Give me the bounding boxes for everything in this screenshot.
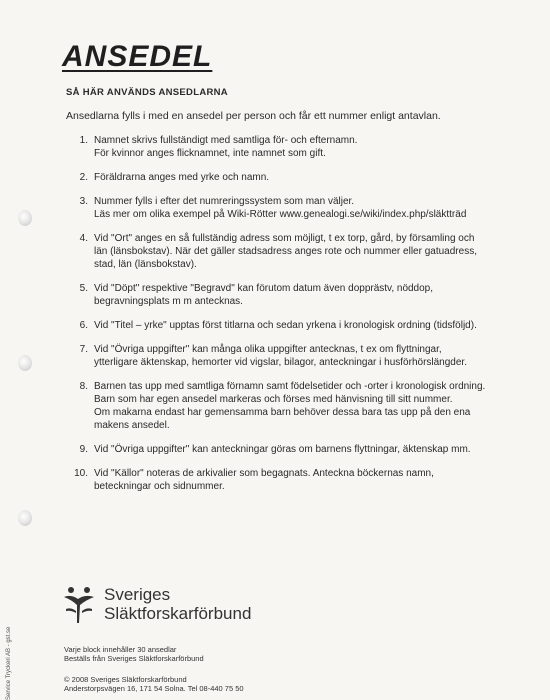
item-text: Vid "Titel – yrke" upptas först titlarna och sedan yrkena i kronologisk ordning (tidsföljd). — [94, 320, 477, 331]
footer-line: Beställs från Sveriges Släktforskarförbund — [64, 654, 204, 663]
item-number: 4. — [79, 233, 88, 244]
item-text: Vid "Döpt" respektive "Begravd" kan förutom datum även dopprästv, nöddop, begravningsplats m m antecknas. — [94, 283, 434, 307]
section-subtitle: SÅ HÄR ANVÄNDS ANSEDLARNA — [66, 87, 228, 98]
item-text: Vid "Ort" anges en så fullständig adress som möjligt, t ex torp, gård, by församling och län (länsbokstav). När det gäller stadsadress anges rote och nummer eller gatuadress, stad, län (länsbokstav). — [94, 233, 477, 270]
footer-copyright — [64, 675, 244, 693]
item-text: Vid "Övriga uppgifter" kan anteckningar göras om barnens flyttningar, äktenskap mm. — [94, 444, 471, 455]
item-number: 9. — [79, 444, 88, 455]
printer-credit: Service Tryckeri AB - gst.se — [6, 626, 12, 700]
footer-order-info — [64, 645, 204, 663]
item-number: 3. — [79, 196, 88, 207]
list-item — [66, 171, 506, 184]
list-item — [66, 195, 506, 221]
list-item — [66, 282, 506, 308]
footer-line: Varje block innehåller 30 ansedlar — [64, 645, 177, 654]
list-item — [66, 134, 506, 160]
binder-hole — [18, 510, 32, 526]
page-title: ANSEDEL — [62, 40, 213, 73]
item-text: Vid "Källor" noteras de arkivalier som begagnats. Anteckna böckernas namn, beteckningar och sidnummer. — [94, 468, 434, 492]
item-number: 2. — [79, 172, 88, 183]
item-text: Vid "Övriga uppgifter" kan många olika uppgifter antecknas, t ex om flyttningar, ytterligare äktenskap, hemorter vid vigslar, bilagor, anteckningar i husförhörslängder. — [94, 344, 467, 368]
logo-line-2: Släktforskarförbund — [104, 604, 252, 623]
list-item — [66, 467, 506, 493]
instruction-list — [66, 134, 506, 504]
item-number: 7. — [79, 344, 88, 355]
binder-hole — [18, 210, 32, 226]
binder-hole — [18, 355, 32, 371]
list-item — [66, 443, 506, 456]
item-number: 10. — [74, 468, 88, 479]
item-number: 5. — [79, 283, 88, 294]
logo-wordmark — [104, 585, 251, 623]
logo-line-1: Sveriges — [104, 585, 171, 604]
item-text: Barnen tas upp med samtliga förnamn samt födelsetider och -orter i kronologisk ordning. Barn som har egen ansedel markeras och förses med hänvisning till sitt nummer. Om makarna endast har gemensamma barn behöver dessa bara tas upp på den ena makens ansedel. — [94, 381, 486, 431]
footer-line: © 2008 Sveriges Släktforskarförbund — [64, 675, 187, 684]
item-number: 8. — [79, 381, 88, 392]
organization-logo — [62, 585, 251, 625]
list-item — [66, 232, 506, 271]
list-item — [66, 319, 506, 332]
item-text: Föräldrarna anges med yrke och namn. — [94, 172, 270, 183]
item-number: 6. — [79, 320, 88, 331]
item-text: Nummer fylls i efter det numreringssystem som man väljer. Läs mer om olika exempel på Wiki-Rötter www.genealogi.se/wiki/index.php/släktträd — [94, 196, 467, 220]
list-item — [66, 380, 506, 432]
footer-line: Anderstorpsvägen 16, 171 54 Solna. Tel 08-440 75 50 — [64, 684, 244, 693]
family-tree-icon — [62, 585, 96, 625]
item-number: 1. — [79, 135, 88, 146]
list-item — [66, 343, 506, 369]
intro-text: Ansedlarna fylls i med en ansedel per person och får ett nummer enligt antavlan. — [66, 110, 441, 122]
item-text: Namnet skrivs fullständigt med samtliga för- och efternamn. För kvinnor anges flicknamnet, inte namnet som gift. — [94, 135, 358, 159]
